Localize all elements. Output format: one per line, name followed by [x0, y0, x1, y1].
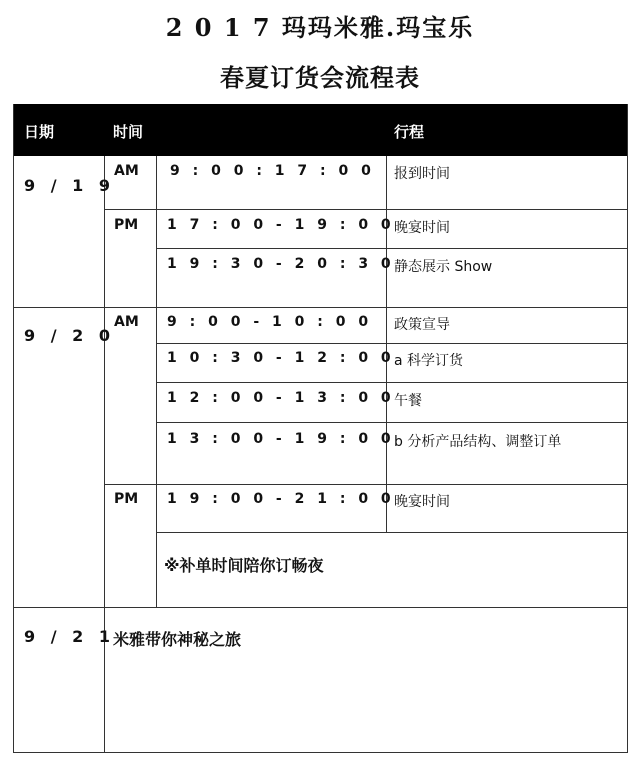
- event-label: 政策宣导: [394, 317, 450, 333]
- event-label: 静态展示 Show: [394, 259, 493, 275]
- header-date: 日期: [24, 123, 55, 141]
- event-label: a 科学订货: [394, 353, 464, 369]
- header-time: 时间: [113, 123, 144, 141]
- day-description: 米雅带你神秘之旅: [113, 630, 242, 649]
- table-header-bar: [13, 104, 627, 156]
- event-label: 报到时间: [394, 166, 450, 182]
- event-label: 午餐: [394, 393, 422, 409]
- session-note: ※补单时间陪你订畅夜: [164, 556, 324, 575]
- time-slot: 1 2 : 0 0 - 1 3 : 0 0: [167, 390, 395, 406]
- document-subtitle: 春夏订货会流程表: [220, 63, 420, 92]
- time-slot: 1 0 : 3 0 - 1 2 : 0 0: [167, 350, 395, 366]
- period-label: AM: [114, 163, 139, 179]
- header-schedule: 行程: [394, 123, 425, 141]
- event-label: 晚宴时间: [394, 220, 450, 236]
- time-slot: 9 : 0 0 - 1 0 : 0 0: [167, 314, 373, 330]
- day-date: 9 / 2 0: [24, 326, 115, 345]
- time-slot: 9 : 0 0 : 1 7 : 0 0: [170, 163, 375, 179]
- time-slot: 1 9 : 0 0 - 2 1 : 0 0: [167, 491, 395, 507]
- event-label: b 分析产品结构、调整订单: [394, 434, 562, 450]
- day-date: 9 / 2 1: [24, 627, 115, 646]
- time-slot: 1 3 : 0 0 - 1 9 : 0 0: [167, 431, 395, 447]
- time-slot: 1 7 : 0 0 - 1 9 : 0 0: [167, 217, 395, 233]
- period-label: PM: [114, 491, 139, 507]
- period-label: PM: [114, 217, 139, 233]
- time-slot: 1 9 : 3 0 - 2 0 : 3 0: [167, 256, 395, 272]
- day-date: 9 / 1 9: [24, 176, 115, 195]
- document-title: 2 0 1 7 玛玛米雅.玛宝乐: [165, 13, 475, 42]
- event-label: 晚宴时间: [394, 494, 450, 510]
- period-label: AM: [114, 314, 139, 330]
